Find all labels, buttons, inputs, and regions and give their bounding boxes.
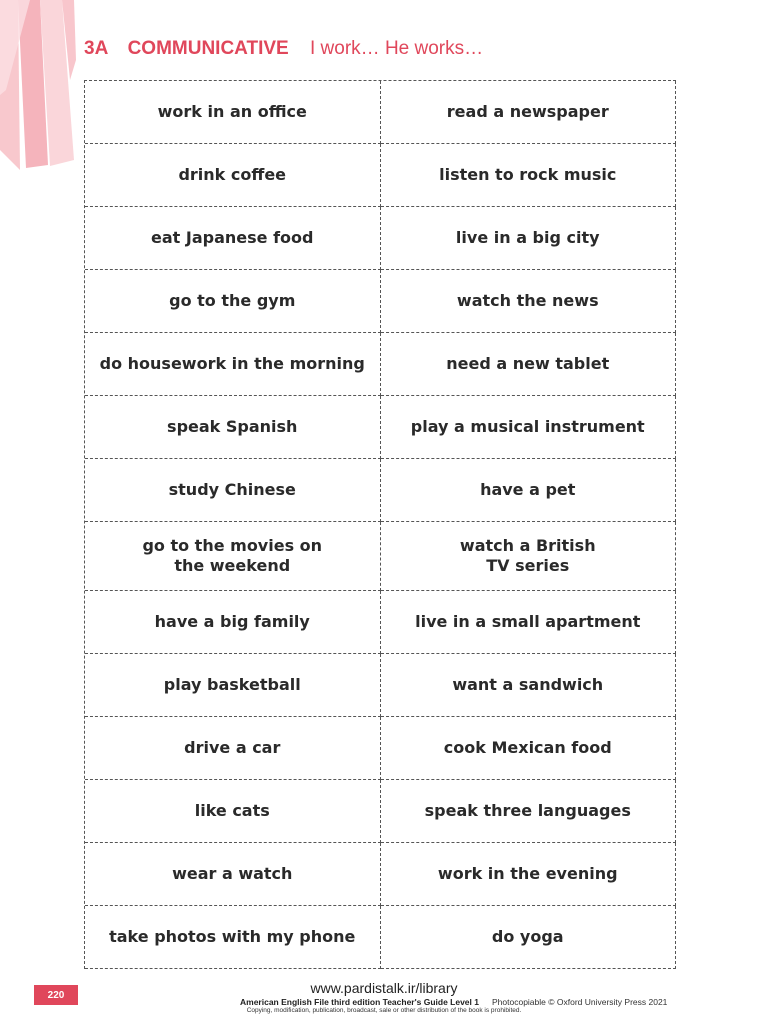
card-row	[85, 81, 676, 144]
card-row	[85, 654, 676, 717]
card-row	[85, 591, 676, 654]
watermark-url: www.pardistalk.ir/library	[310, 980, 458, 996]
activity-card: play basketball	[85, 654, 381, 717]
activity-card: work in the evening	[381, 843, 677, 906]
book-title: American English File third edition Teacher's Guide Level 1	[240, 997, 479, 1007]
activity-card: study Chinese	[85, 459, 381, 522]
card-row	[85, 207, 676, 270]
activity-card: need a new tablet	[381, 333, 677, 396]
activity-card: do housework in the morning	[85, 333, 381, 396]
card-grid	[84, 80, 676, 969]
activity-card: go to the movies on the weekend	[85, 522, 381, 591]
lesson-type: COMMUNICATIVE	[127, 38, 289, 59]
lesson-subtitle: I work… He works…	[310, 38, 484, 59]
activity-card: speak Spanish	[85, 396, 381, 459]
activity-card: do yoga	[381, 906, 677, 969]
activity-card: take photos with my phone	[85, 906, 381, 969]
activity-card: live in a big city	[381, 207, 677, 270]
activity-card: have a big family	[85, 591, 381, 654]
activity-card: live in a small apartment	[381, 591, 677, 654]
card-row	[85, 717, 676, 780]
copyright-notice: Photocopiable © Oxford University Press 2021	[492, 997, 668, 1007]
worksheet-header	[84, 38, 483, 60]
activity-card: drink coffee	[85, 144, 381, 207]
corner-ray-decoration	[0, 0, 80, 170]
activity-card: want a sandwich	[381, 654, 677, 717]
card-row	[85, 333, 676, 396]
card-row	[85, 270, 676, 333]
activity-card: wear a watch	[85, 843, 381, 906]
activity-card: cook Mexican food	[381, 717, 677, 780]
card-row	[85, 780, 676, 843]
card-row	[85, 396, 676, 459]
card-row	[85, 906, 676, 969]
card-row	[85, 522, 676, 591]
activity-card: speak three languages	[381, 780, 677, 843]
card-row	[85, 843, 676, 906]
lesson-code: 3A	[84, 38, 109, 59]
activity-card: eat Japanese food	[85, 207, 381, 270]
activity-card: have a pet	[381, 459, 677, 522]
activity-card: go to the gym	[85, 270, 381, 333]
activity-card: play a musical instrument	[381, 396, 677, 459]
activity-card: listen to rock music	[381, 144, 677, 207]
activity-card: like cats	[85, 780, 381, 843]
page-number-badge: 220	[34, 985, 78, 1005]
activity-card: watch a British TV series	[381, 522, 677, 591]
card-row	[85, 144, 676, 207]
activity-card: work in an office	[85, 81, 381, 144]
activity-card: watch the news	[381, 270, 677, 333]
card-row	[85, 459, 676, 522]
activity-card: drive a car	[85, 717, 381, 780]
activity-card: read a newspaper	[381, 81, 677, 144]
legal-notice: Copying, modification, publication, broadcast, sale or other distribution of the book is prohibited.	[246, 1007, 522, 1014]
